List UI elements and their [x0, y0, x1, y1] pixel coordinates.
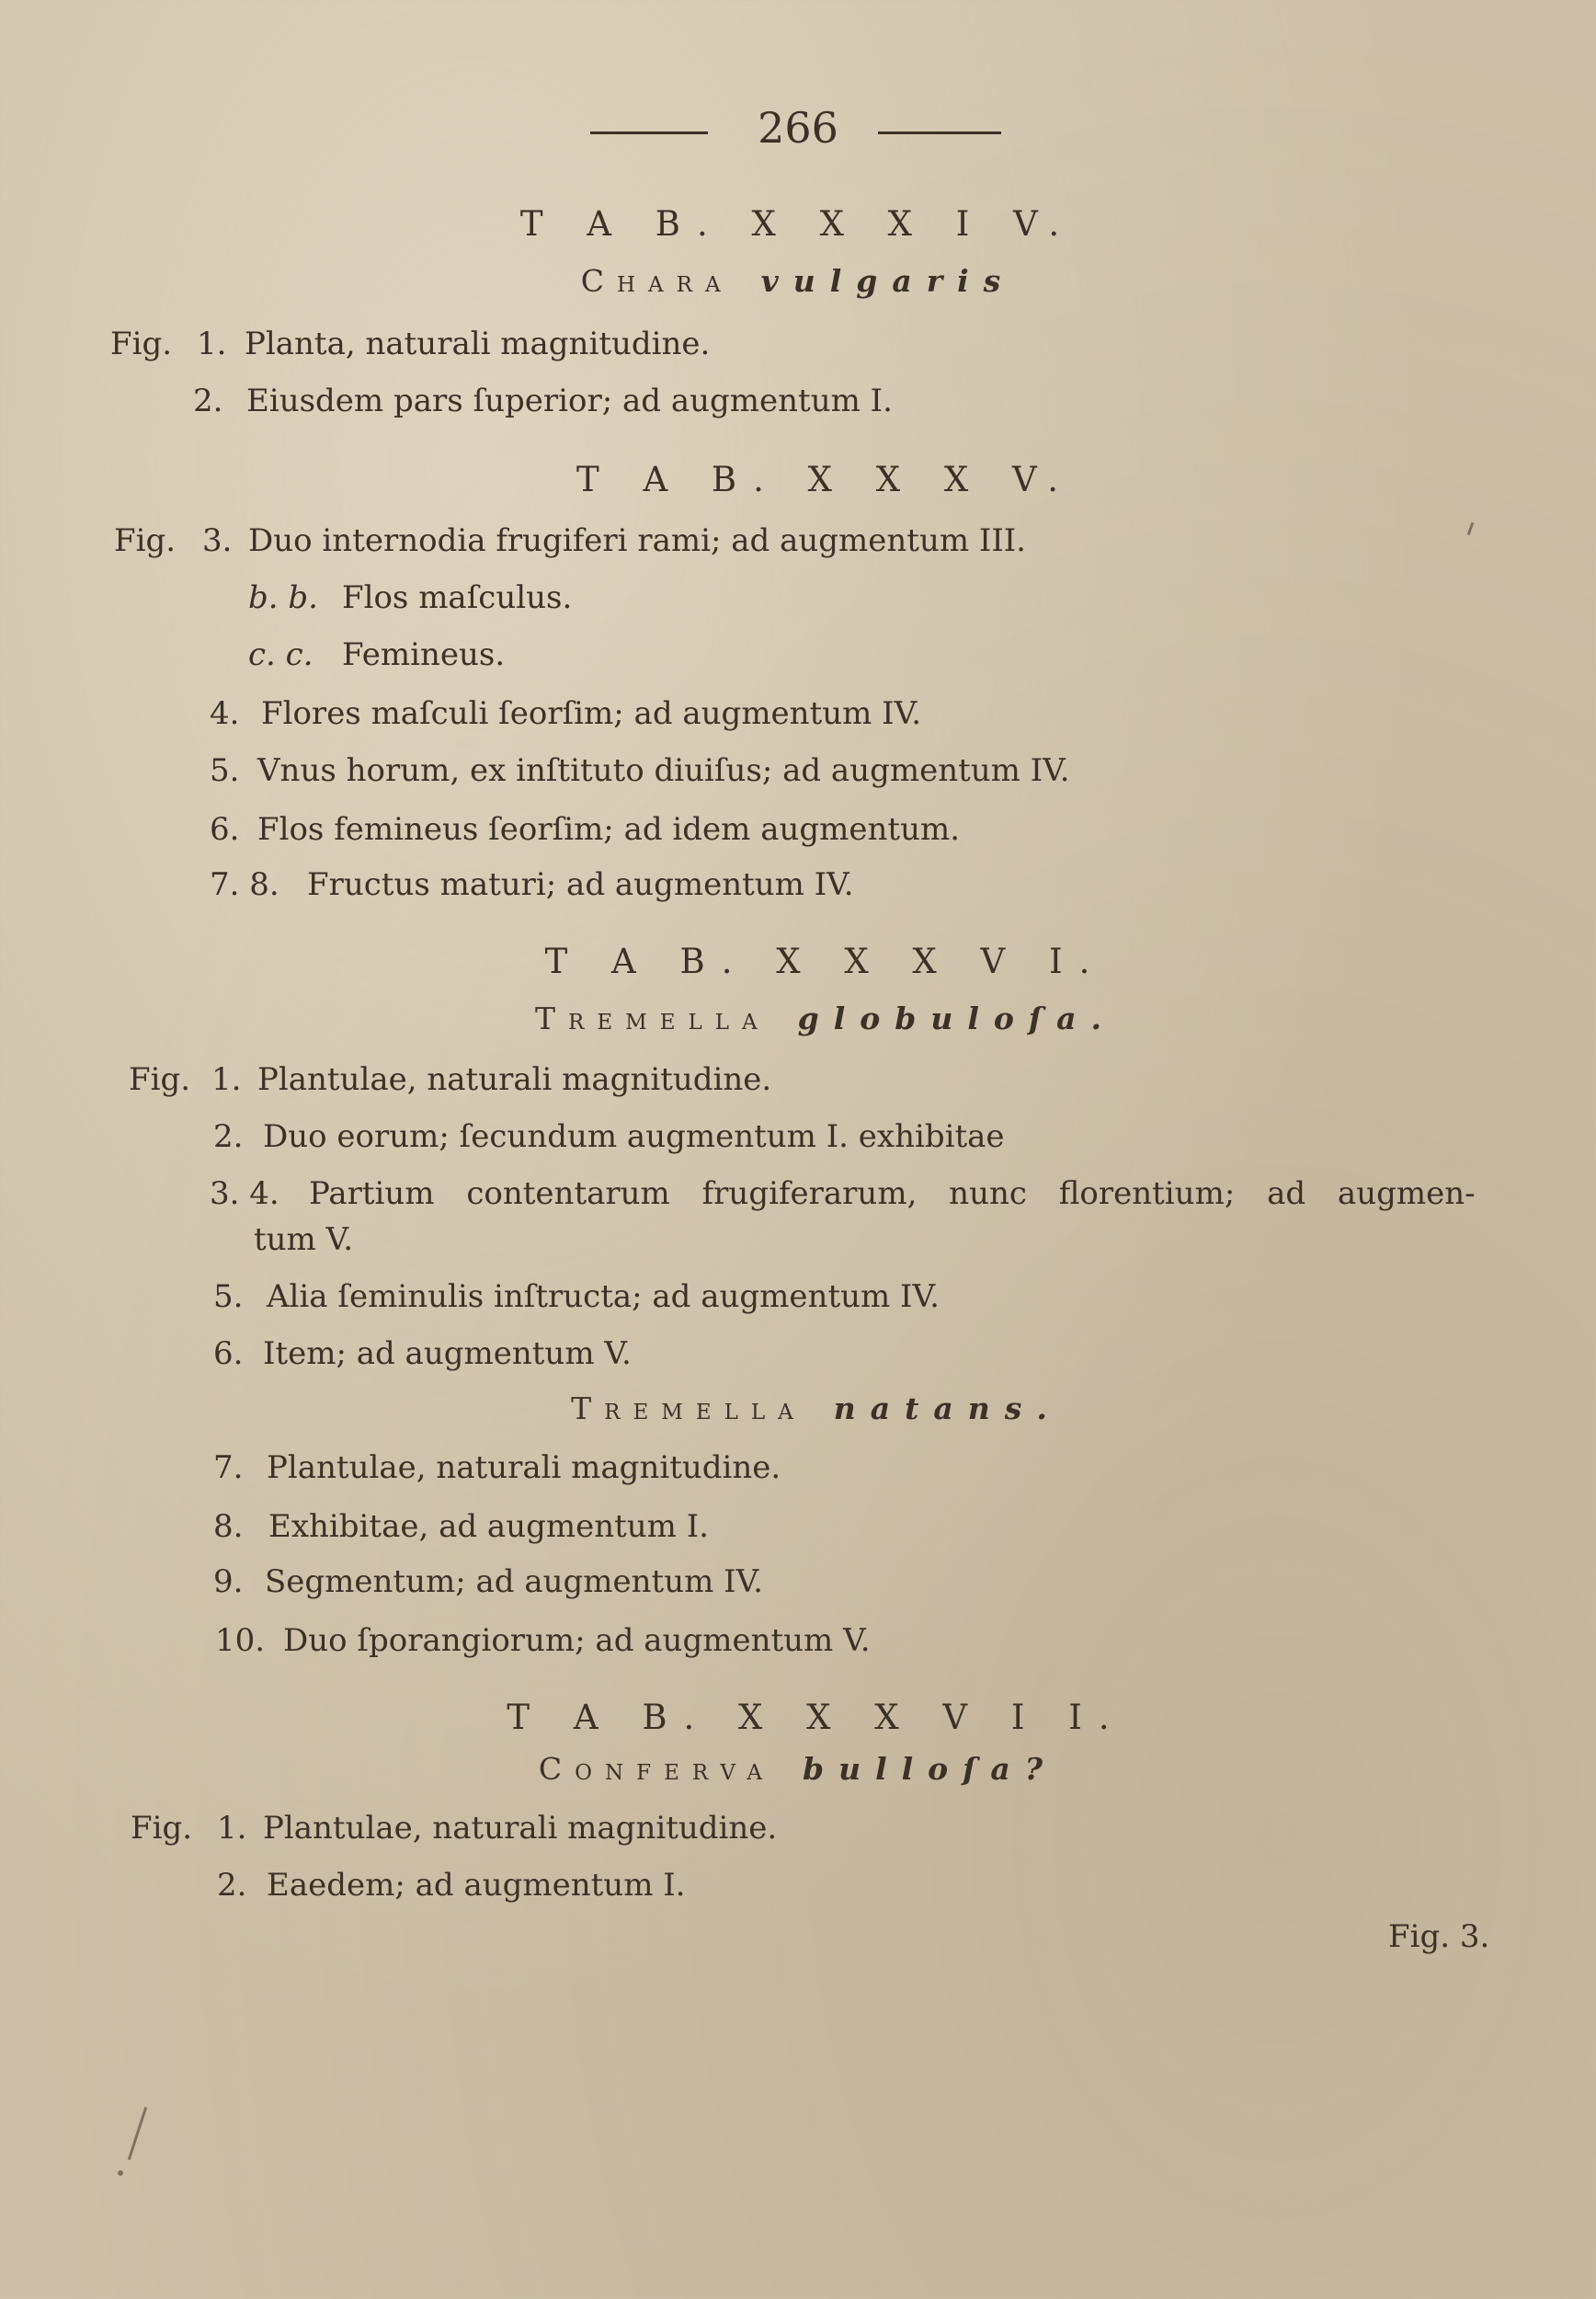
page-number: 266 — [758, 103, 838, 153]
entry-number: 3. — [202, 522, 233, 559]
tab-heading-xxxvi: T A B. X X X V I. — [544, 942, 1107, 981]
entry-number: 4. — [210, 695, 240, 732]
species-epithet: natans. — [833, 1390, 1062, 1426]
entry-sublabel: b. b. — [248, 579, 318, 616]
fig-label: Fig. — [129, 1061, 191, 1098]
species-conferva-bullosa — [0, 1751, 1596, 1787]
entry-number: 5. — [213, 1278, 244, 1315]
genus-name: Tremella — [535, 1001, 770, 1036]
fig-label: Fig. — [110, 326, 173, 362]
entry-number: 8. — [213, 1508, 244, 1545]
entry-number: 9. — [213, 1563, 244, 1600]
entry-text: Item; ad augmentum V. — [263, 1335, 632, 1372]
entry-text: Partium contentarum frugiferarum, nunc florentium; ad augmen- — [309, 1175, 1476, 1212]
entry-text: Eiusdem pars ſuperior; ad augmentum I. — [246, 383, 893, 419]
entry-number: 7. 8. — [210, 866, 279, 903]
entry-text: Alia ſeminulis inſtructa; ad augmentum IV. — [267, 1278, 940, 1315]
entry-text: Plantulae, naturali magnitudine. — [257, 1061, 772, 1098]
species-chara-vulgaris — [0, 263, 1596, 299]
entry-text: Femineus. — [342, 636, 506, 673]
paper-speck — [128, 2107, 147, 2160]
entry-text: Exhibitae, ad augmentum I. — [268, 1508, 709, 1545]
entry-text: Plantulae, naturali magnitudine. — [267, 1449, 781, 1486]
entry-number: 1. — [197, 326, 227, 362]
entry-text: Duo eorum; ſecundum augmentum I. exhibitae — [263, 1118, 1005, 1155]
entry-text: Segmentum; ad augmentum IV. — [265, 1563, 763, 1600]
entry-text: Flores maſculi ſeorſim; ad augmentum IV. — [261, 695, 922, 732]
entry-text: Planta, naturali magnitudine. — [245, 326, 711, 362]
entry-text: Flos femineus ſeorſim; ad idem augmentum. — [257, 811, 961, 848]
entry-number: 10. — [215, 1622, 266, 1659]
entry-text: Fructus maturi; ad augmentum IV. — [307, 866, 854, 903]
species-tremella-globulosa — [0, 1001, 1596, 1036]
entry-text: Duo ſporangiorum; ad augmentum V. — [283, 1622, 871, 1659]
entry-text: Flos maſculus. — [342, 579, 573, 616]
species-epithet: vulgaris — [760, 263, 1016, 299]
paper-speck — [118, 2170, 123, 2176]
species-tremella-natans — [0, 1390, 1596, 1426]
entry-number: 2. — [193, 383, 223, 419]
entry-text-continued: tum V. — [254, 1221, 354, 1258]
entry-number: 1. — [217, 1810, 247, 1847]
entry-text: Eaedem; ad augmentum I. — [267, 1867, 686, 1904]
entry-sublabel: c. c. — [248, 636, 314, 673]
entry-text: Duo internodia frugiferi rami; ad augmentum III. — [248, 522, 1026, 559]
entry-number: 6. — [210, 811, 240, 848]
tab-heading-xxxvii: T A B. X X X V I I. — [507, 1698, 1126, 1737]
rule-right — [878, 132, 1001, 134]
paper-speck — [1467, 522, 1475, 535]
entry-number: 1. — [211, 1061, 242, 1098]
fig-label: Fig. — [131, 1810, 193, 1847]
tab-heading-xxxiv: T A B. X X X I V. — [519, 204, 1077, 244]
genus-name: Conferva — [538, 1751, 776, 1787]
entry-text: Vnus horum, ex inſtituto diuiſus; ad augmentum IV. — [257, 752, 1070, 789]
tab-heading-xxxv: T A B. X X X V. — [576, 460, 1075, 499]
species-epithet: bulloſa? — [803, 1751, 1058, 1787]
entry-number: 2. — [213, 1118, 244, 1155]
entry-number: 7. — [213, 1449, 244, 1486]
species-epithet: globuloſa. — [797, 1001, 1116, 1036]
entry-text: Plantulae, naturali magnitudine. — [263, 1810, 778, 1847]
catchword: Fig. 3. — [1388, 1918, 1490, 1955]
entry-number: 5. — [210, 752, 240, 789]
genus-name: Tremella — [571, 1390, 806, 1426]
entry-number: 3. 4. — [210, 1175, 279, 1212]
entry-number: 2. — [217, 1867, 247, 1904]
genus-name: Chara — [580, 263, 734, 299]
entry-number: 6. — [213, 1335, 244, 1372]
fig-label: Fig. — [114, 522, 177, 559]
